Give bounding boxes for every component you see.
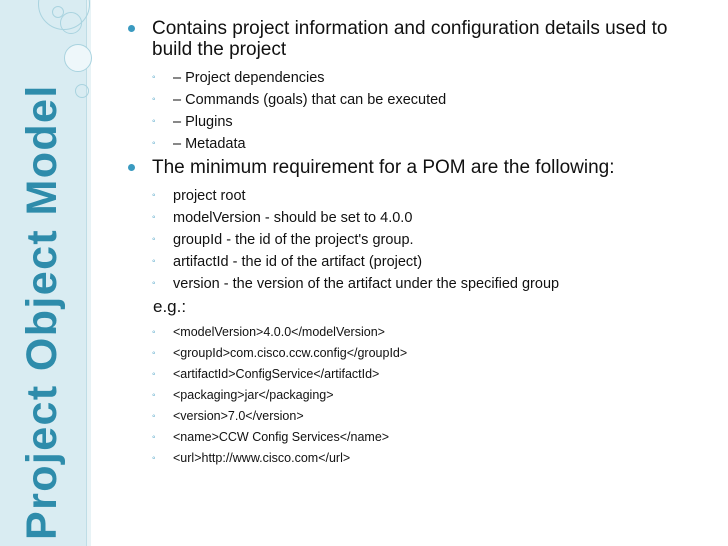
example-item [128, 427, 708, 448]
bullet-text: Contains project information and configuration details used to build the project [152, 18, 668, 60]
sub-bullet-item [128, 133, 708, 155]
ring-bullet-icon: ◦ [152, 72, 156, 83]
sub-bullet-text: artifactId - the id of the artifact (project) [173, 254, 423, 270]
decorative-circle-icon [60, 12, 82, 34]
title-container [16, 0, 68, 540]
sub-bullet-text: groupId - the id of the project's group. [173, 232, 414, 248]
example-item [128, 343, 708, 364]
sub-bullet-text: project root [173, 188, 246, 204]
example-text: <modelVersion>4.0.0</modelVersion> [173, 325, 385, 339]
ring-bullet-icon: ◦ [152, 327, 156, 338]
example-item [128, 385, 708, 406]
example-label: e.g.: [153, 297, 187, 316]
sub-bullet-item [128, 207, 708, 229]
sub-bullet-text: – Project dependencies [173, 70, 325, 86]
example-text: <name>CCW Config Services</name> [173, 430, 390, 444]
bullet-text: The minimum requirement for a POM are the following: [152, 157, 615, 178]
sub-bullet-item [128, 67, 708, 89]
sub-bullet-item [128, 185, 708, 207]
ring-bullet-icon: ◦ [152, 411, 156, 422]
bullet-item [128, 18, 708, 60]
ring-bullet-icon: ◦ [152, 256, 156, 267]
ring-bullet-icon: ◦ [152, 278, 156, 289]
example-text: <url>http://www.cisco.com</url> [173, 451, 351, 465]
example-text: <groupId>com.cisco.ccw.config</groupId> [173, 346, 408, 360]
sub-bullet-text: – Metadata [173, 136, 246, 152]
sub-bullet-text: modelVersion - should be set to 4.0.0 [173, 210, 413, 226]
ring-bullet-icon: ◦ [152, 348, 156, 359]
slide-body [128, 18, 708, 469]
ring-bullet-icon: ◦ [152, 453, 156, 464]
example-text: <version>7.0</version> [173, 409, 304, 423]
example-item [128, 322, 708, 343]
example-item [128, 406, 708, 427]
example-item [128, 364, 708, 385]
title-sidebar [0, 0, 86, 546]
decorative-circle-icon [64, 44, 92, 72]
sub-bullet-text: – Commands (goals) that can be executed [173, 92, 447, 108]
ring-bullet-icon: ◦ [152, 138, 156, 149]
ring-bullet-icon: ◦ [152, 94, 156, 105]
example-text: <artifactId>ConfigService</artifactId> [173, 367, 380, 381]
decorative-circle-icon [52, 6, 64, 18]
ring-bullet-icon: ◦ [152, 212, 156, 223]
example-text: <packaging>jar</packaging> [173, 388, 334, 402]
decorative-circle-icon [75, 84, 89, 98]
bullet-item [128, 157, 708, 178]
bullet-dot-icon [128, 25, 135, 32]
sidebar-divider [86, 0, 91, 546]
slide-title: Project Object Model [18, 84, 66, 540]
ring-bullet-icon: ◦ [152, 234, 156, 245]
sub-bullet-item [128, 89, 708, 111]
ring-bullet-icon: ◦ [152, 369, 156, 380]
sub-bullet-item [128, 273, 708, 295]
ring-bullet-icon: ◦ [152, 432, 156, 443]
sub-bullet-item [128, 229, 708, 251]
sub-bullet-text: version - the version of the artifact under the specified group [173, 276, 560, 292]
ring-bullet-icon: ◦ [152, 190, 156, 201]
example-item [128, 448, 708, 469]
sub-bullet-text: – Plugins [173, 114, 233, 130]
sub-bullet-item [128, 251, 708, 273]
bullet-dot-icon [128, 164, 135, 171]
sub-bullet-item [128, 111, 708, 133]
ring-bullet-icon: ◦ [152, 390, 156, 401]
ring-bullet-icon: ◦ [152, 116, 156, 127]
